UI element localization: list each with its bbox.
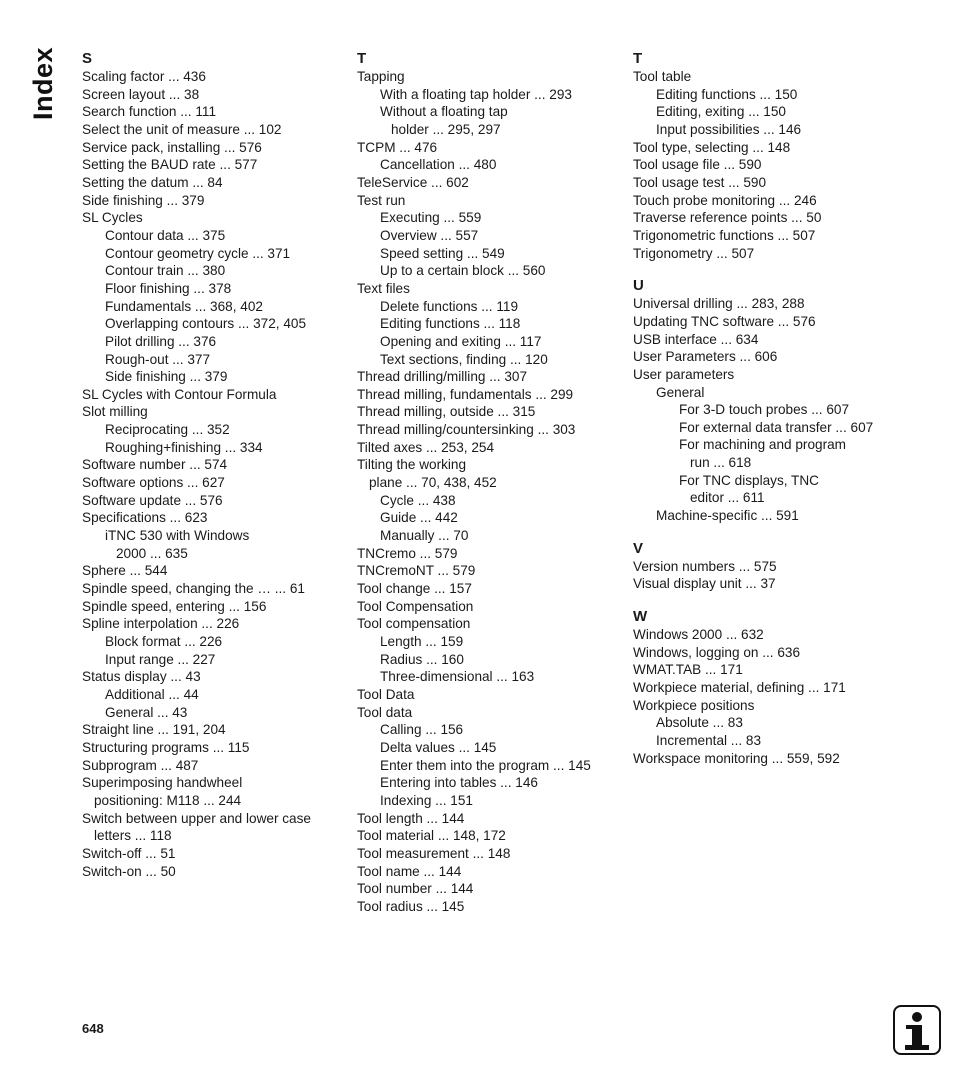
- index-entry: Tool table: [633, 69, 692, 84]
- section-letter: S: [82, 50, 93, 67]
- index-subentry: Length ... 159: [380, 634, 464, 649]
- index-subentry: Cycle ... 438: [380, 492, 456, 508]
- index-subentry: Floor finishing ... 378: [105, 280, 232, 296]
- index-entry: Side finishing ... 379: [82, 192, 205, 208]
- index-column-1: [82, 49, 344, 880]
- index-entry: Tool usage test ... 590: [633, 174, 767, 190]
- index-entry: Updating TNC software ... 576: [633, 313, 816, 329]
- index-subentry: Entering into tables ... 146: [380, 775, 538, 791]
- index-entry: TNCremo ... 579: [357, 545, 458, 561]
- index-section-s: [82, 49, 344, 880]
- index-entry: Tool name ... 144: [357, 863, 462, 879]
- index-entry: Tool type, selecting ... 148: [633, 139, 791, 155]
- index-entry: Tool length ... 144: [357, 810, 465, 826]
- index-entry: Tool radius ... 145: [357, 898, 465, 914]
- index-entry: TCPM ... 476: [357, 139, 438, 155]
- index-subentry: Input possibilities ... 146: [656, 121, 802, 137]
- index-entry: Superimposing handwheel: [82, 775, 243, 791]
- index-section-t: [633, 49, 895, 262]
- index-entry: User Parameters ... 606: [633, 349, 778, 365]
- index-subentry: Reciprocating ... 352: [105, 422, 230, 438]
- index-section-t: [357, 49, 619, 916]
- index-entry: positioning: M118 ... 244: [94, 792, 242, 808]
- index-entry: Thread drilling/milling ... 307: [357, 369, 528, 385]
- index-entry: Tool usage file ... 590: [633, 157, 762, 173]
- index-side-title: [24, 46, 64, 126]
- index-entry: Tool number ... 144: [357, 881, 474, 897]
- index-entry: Universal drilling ... 283, 288: [633, 296, 805, 312]
- index-subentry: Editing functions ... 150: [656, 86, 798, 102]
- index-entry: Scaling factor ... 436: [82, 69, 206, 84]
- index-entry: Spindle speed, changing the … ... 61: [82, 581, 305, 597]
- index-entry: Tool Data: [357, 686, 415, 702]
- index-subentry: Pilot drilling ... 376: [105, 333, 217, 349]
- index-subentry: Roughing+finishing ... 334: [105, 439, 263, 455]
- index-entry: Windows, logging on ... 636: [633, 644, 801, 660]
- index-subentry: Absolute ... 83: [656, 715, 743, 731]
- index-entry: SL Cycles: [82, 210, 143, 226]
- index-entry: Tapping: [357, 69, 405, 84]
- index-subentry: holder ... 295, 297: [391, 121, 501, 137]
- index-subentry: Without a floating tap: [380, 104, 508, 120]
- index-subentry: Input range ... 227: [105, 651, 216, 667]
- index-subentry: Guide ... 442: [380, 510, 458, 526]
- index-entry: Tilting the working: [357, 457, 467, 473]
- index-subentry: Machine-specific ... 591: [656, 508, 799, 524]
- index-entry: Windows 2000 ... 632: [633, 627, 764, 643]
- index-section-v: [633, 539, 895, 593]
- index-entry: Tool compensation: [357, 616, 471, 632]
- index-subentry: Cancellation ... 480: [380, 157, 497, 173]
- section-letter: T: [357, 50, 367, 67]
- index-entry: Tool Compensation: [357, 598, 474, 614]
- index-entry: Workspace monitoring ... 559, 592: [633, 750, 840, 766]
- index-entry: Tool data: [357, 704, 413, 720]
- index-subentry: Manually ... 70: [380, 528, 469, 544]
- index-entry: Traverse reference points ... 50: [633, 210, 822, 226]
- index-entry: Tool measurement ... 148: [357, 845, 511, 861]
- index-subentry: For 3-D touch probes ... 607: [679, 402, 850, 418]
- index-entry: Setting the BAUD rate ... 577: [82, 157, 258, 173]
- index-subentry: Contour geometry cycle ... 371: [105, 245, 291, 261]
- index-subentry: With a floating tap holder ... 293: [380, 86, 572, 102]
- index-subentry: Indexing ... 151: [380, 792, 473, 808]
- index-entry: Switch between upper and lower case: [82, 810, 311, 826]
- index-entry: Version numbers ... 575: [633, 558, 777, 574]
- index-entry: SL Cycles with Contour Formula: [82, 386, 277, 402]
- index-subentry: Delete functions ... 119: [380, 298, 519, 314]
- info-icon: [893, 1005, 941, 1055]
- index-subentry: Calling ... 156: [380, 722, 464, 738]
- index-entry: Touch probe monitoring ... 246: [633, 192, 817, 208]
- index-subentry: Editing functions ... 118: [380, 316, 521, 332]
- index-subentry: Contour data ... 375: [105, 227, 226, 243]
- index-section-w: [633, 607, 895, 767]
- section-letter: W: [633, 608, 648, 626]
- index-subentry: Three-dimensional ... 163: [380, 669, 535, 685]
- index-entry: User parameters: [633, 366, 735, 382]
- index-subentry: iTNC 530 with Windows: [105, 528, 250, 544]
- page-number: 648: [82, 1021, 104, 1036]
- index-section-u: [633, 276, 895, 525]
- index-entry: Search function ... 111: [82, 104, 217, 120]
- index-subentry: General ... 43: [105, 704, 188, 720]
- index-entry: Visual display unit ... 37: [633, 576, 776, 592]
- index-subentry: Incremental ... 83: [656, 733, 762, 748]
- index-entry: Software update ... 576: [82, 492, 223, 508]
- index-subentry: run ... 618: [690, 455, 752, 471]
- index-entry: USB interface ... 634: [633, 331, 759, 347]
- section-letter: V: [633, 539, 644, 557]
- index-subentry: For TNC displays, TNC: [679, 472, 819, 488]
- index-entry: Text files: [357, 280, 410, 296]
- index-subentry: 2000 ... 635: [116, 545, 188, 561]
- index-column-2: [357, 49, 619, 916]
- index-entry: Status display ... 43: [82, 669, 201, 685]
- index-entry: Trigonometry ... 507: [633, 245, 755, 261]
- index-subentry: Up to a certain block ... 560: [380, 263, 546, 279]
- index-subentry: Editing, exiting ... 150: [656, 104, 786, 120]
- section-letter: U: [633, 277, 644, 295]
- index-entry: TeleService ... 602: [357, 174, 469, 190]
- index-entry: WMAT.TAB ... 171: [633, 662, 743, 678]
- index-entry: Subprogram ... 487: [82, 757, 199, 773]
- index-entry: TNCremoNT ... 579: [357, 563, 476, 579]
- index-entry: Thread milling, outside ... 315: [357, 404, 536, 420]
- index-entry: Structuring programs ... 115: [82, 739, 250, 755]
- index-subentry: Overview ... 557: [380, 227, 479, 243]
- index-subentry: Enter them into the program ... 145: [380, 757, 591, 773]
- index-subentry: Opening and exiting ... 117: [380, 333, 542, 349]
- index-title-text: Index: [28, 46, 58, 120]
- index-entry: Slot milling: [82, 404, 148, 420]
- index-subentry: Radius ... 160: [380, 651, 464, 667]
- index-subentry: Text sections, finding ... 120: [380, 351, 548, 367]
- index-entry: Switch-off ... 51: [82, 845, 176, 861]
- index-subentry: Delta values ... 145: [380, 739, 497, 755]
- index-entry: Test run: [357, 192, 406, 208]
- index-entry: Thread milling/countersinking ... 303: [357, 422, 576, 438]
- index-subentry: For machining and program: [679, 437, 846, 453]
- index-entry: Switch-on ... 50: [82, 863, 176, 879]
- index-entry: Thread milling, fundamentals ... 299: [357, 386, 574, 402]
- index-entry: Straight line ... 191, 204: [82, 722, 226, 738]
- index-subentry: Executing ... 559: [380, 210, 482, 226]
- index-entry: Spindle speed, entering ... 156: [82, 598, 267, 614]
- index-entry: Sphere ... 544: [82, 563, 168, 579]
- index-entry: Screen layout ... 38: [82, 86, 200, 102]
- index-subentry: Contour train ... 380: [105, 263, 226, 279]
- index-entry: Specifications ... 623: [82, 510, 208, 526]
- index-subentry: Rough-out ... 377: [105, 351, 211, 367]
- index-column-3: [633, 49, 895, 767]
- index-subentry: General: [656, 384, 705, 400]
- section-letter: T: [633, 50, 643, 67]
- index-entry: Tool change ... 157: [357, 581, 472, 597]
- index-entry: Trigonometric functions ... 507: [633, 227, 816, 243]
- index-subentry: Speed setting ... 549: [380, 245, 505, 261]
- index-entry: Software options ... 627: [82, 475, 225, 491]
- index-entry: Select the unit of measure ... 102: [82, 121, 282, 137]
- index-subentry: Additional ... 44: [105, 686, 199, 702]
- index-entry: Tool material ... 148, 172: [357, 828, 506, 844]
- index-entry: letters ... 118: [94, 828, 172, 844]
- index-entry: plane ... 70, 438, 452: [369, 475, 497, 491]
- index-subentry: Side finishing ... 379: [105, 369, 228, 385]
- index-entry: Setting the datum ... 84: [82, 174, 223, 190]
- index-subentry: editor ... 611: [690, 490, 765, 506]
- index-entry: Workpiece positions: [633, 697, 755, 713]
- index-subentry: For external data transfer ... 607: [679, 419, 874, 435]
- index-subentry: Block format ... 226: [105, 634, 223, 649]
- index-subentry: Fundamentals ... 368, 402: [105, 298, 263, 314]
- index-subentry: Overlapping contours ... 372, 405: [105, 316, 307, 332]
- index-entry: Spline interpolation ... 226: [82, 616, 240, 632]
- index-entry: Tilted axes ... 253, 254: [357, 439, 495, 455]
- index-entry: Service pack, installing ... 576: [82, 139, 262, 155]
- index-entry: Software number ... 574: [82, 457, 228, 473]
- index-entry: Workpiece material, defining ... 171: [633, 680, 846, 696]
